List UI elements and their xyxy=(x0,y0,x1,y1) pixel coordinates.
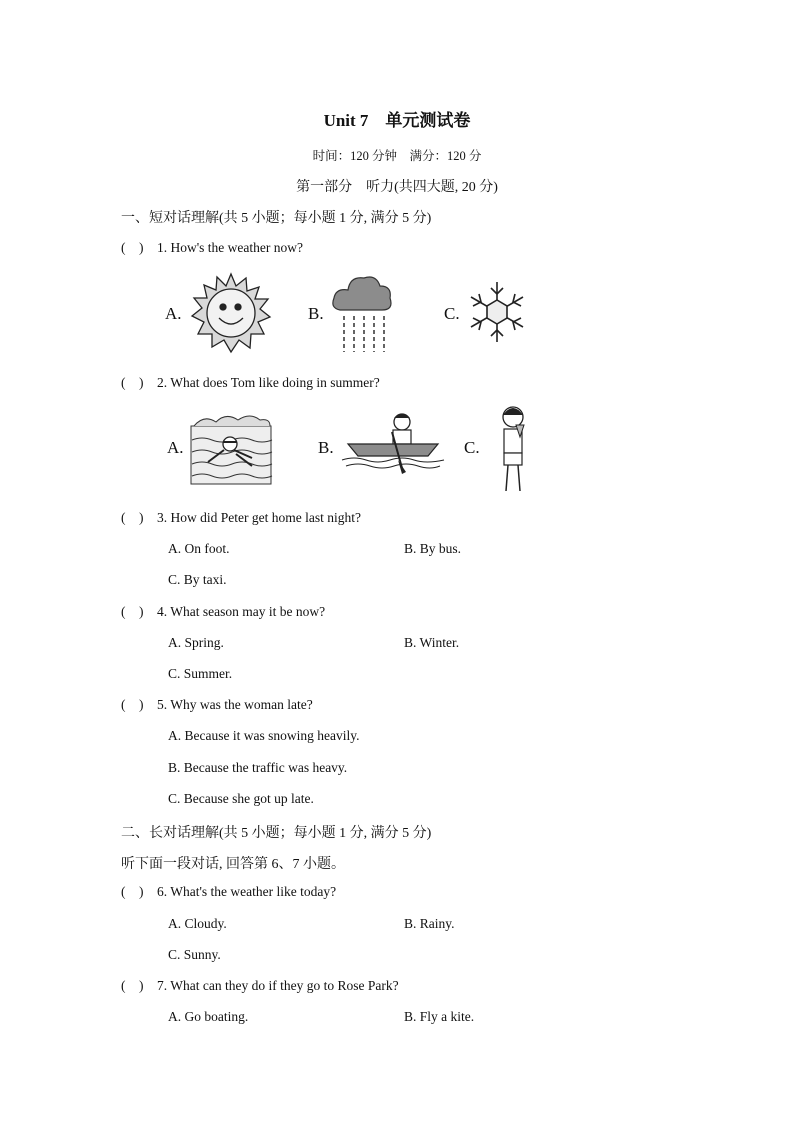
part-heading: 第一部分 听力(共四大题, 20 分) xyxy=(296,180,498,195)
option-b[interactable]: B. Rainy. xyxy=(404,916,455,931)
question-text: 6. What's the weather like today? xyxy=(157,884,337,899)
exam-meta: 时间：120 分钟 满分：120 分 xyxy=(312,149,482,163)
picture-label: B. xyxy=(318,438,334,457)
option-c[interactable]: C. By taxi. xyxy=(168,572,227,587)
option-c[interactable]: C. Sunny. xyxy=(168,947,221,962)
picture-label: A. xyxy=(165,304,182,323)
question-text: 5. Why was the woman late? xyxy=(157,697,313,712)
page-title: Unit 7 单元测试卷 xyxy=(323,111,471,130)
question-2 xyxy=(121,375,380,391)
option-a[interactable]: A. On foot. xyxy=(168,541,230,556)
picture-label: B. xyxy=(308,304,324,323)
answer-blank[interactable]: ( ) xyxy=(121,604,144,619)
answer-blank[interactable]: ( ) xyxy=(121,978,144,993)
question-text: 7. What can they do if they go to Rose Park? xyxy=(157,978,399,993)
question-text: 1. How's the weather now? xyxy=(157,240,304,255)
option-b[interactable]: B. Fly a kite. xyxy=(404,1009,475,1024)
question-text: 3. How did Peter get home last night? xyxy=(157,510,361,525)
option-a[interactable]: A. Go boating. xyxy=(168,1009,249,1024)
option-c[interactable]: C. Because she got up late. xyxy=(168,791,314,806)
answer-blank[interactable]: ( ) xyxy=(121,510,144,525)
option-a[interactable]: A. Because it was snowing heavily. xyxy=(168,728,360,743)
rain-cloud-icon xyxy=(330,272,394,354)
answer-blank[interactable]: ( ) xyxy=(121,697,144,712)
sun-icon xyxy=(190,272,272,354)
boating-icon xyxy=(340,410,446,476)
question-1 xyxy=(121,240,303,256)
section-instruction: 听下面一段对话, 回答第 6、7 小题。 xyxy=(121,857,345,872)
question-5 xyxy=(121,697,313,713)
option-c[interactable]: C. Summer. xyxy=(168,666,233,681)
option-b[interactable]: B. By bus. xyxy=(404,541,462,556)
option-b[interactable]: B. Winter. xyxy=(404,635,460,650)
question-7 xyxy=(121,978,399,994)
question-3 xyxy=(121,510,361,526)
option-a[interactable]: A. Cloudy. xyxy=(168,916,227,931)
question-text: 4. What season may it be now? xyxy=(157,604,326,619)
question-6 xyxy=(121,884,336,900)
picture-label: C. xyxy=(444,304,460,323)
answer-blank[interactable]: ( ) xyxy=(121,240,144,255)
question-4 xyxy=(121,604,325,620)
picture-label: A. xyxy=(167,438,184,457)
boy-ice-cream-icon xyxy=(496,403,530,495)
answer-blank[interactable]: ( ) xyxy=(121,375,144,390)
section-heading-1: 一、短对话理解(共 5 小题；每小题 1 分, 满分 5 分) xyxy=(121,211,432,226)
swimming-icon xyxy=(190,410,272,486)
snowflake-icon xyxy=(465,280,529,344)
option-a[interactable]: A. Spring. xyxy=(168,635,224,650)
picture-label: C. xyxy=(464,438,480,457)
section-heading-2: 二、长对话理解(共 5 小题；每小题 1 分, 满分 5 分) xyxy=(121,826,432,841)
question-text: 2. What does Tom like doing in summer? xyxy=(157,375,380,390)
answer-blank[interactable]: ( ) xyxy=(121,884,144,899)
option-b[interactable]: B. Because the traffic was heavy. xyxy=(168,760,348,775)
